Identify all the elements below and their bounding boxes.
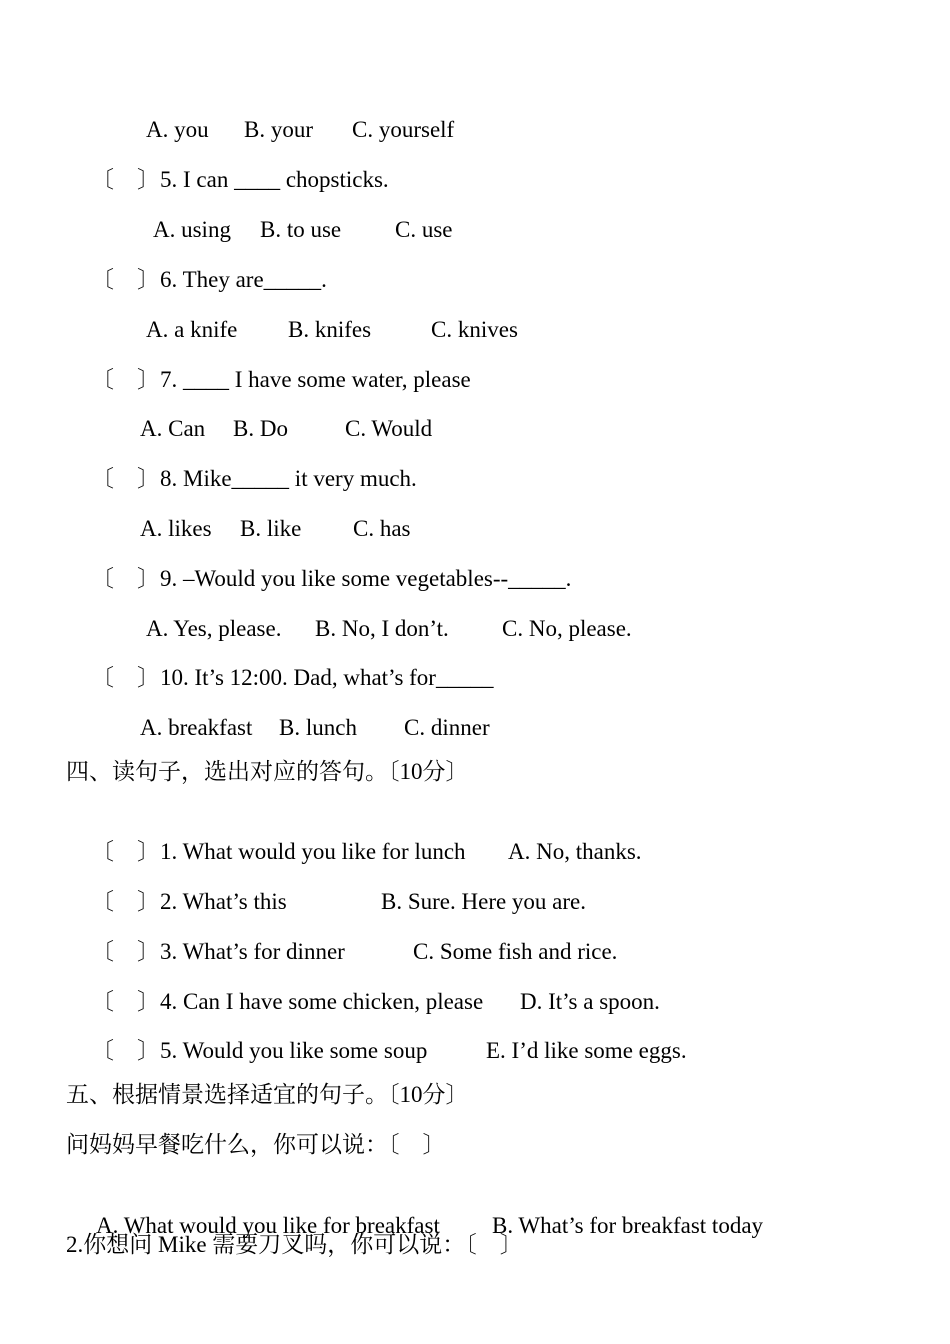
answer-bracket[interactable]: 〔 〕 bbox=[91, 466, 160, 491]
question-text: 10. It’s 12:00. Dad, what’s for_____ bbox=[160, 665, 494, 690]
answer-bracket[interactable]: 〔 〕 bbox=[91, 1038, 160, 1063]
matching-answer: A. No, thanks. bbox=[508, 839, 642, 864]
option-c: C. dinner bbox=[404, 715, 490, 740]
question-text: 9. –Would you like some vegetables--_____. bbox=[160, 566, 572, 591]
situation-question-2: 2.你想问 Mike 需要刀叉吗，你可以说：〔 〕 bbox=[66, 1232, 523, 1257]
question-text: 7. ____ I have some water, please bbox=[160, 367, 471, 392]
matching-answer: D. It’s a spoon. bbox=[520, 989, 660, 1014]
answer-bracket[interactable]: 〔 〕 bbox=[91, 167, 160, 192]
option-b: B. like bbox=[240, 516, 302, 541]
option-c: C. yourself bbox=[352, 117, 455, 142]
option-c: C. has bbox=[353, 516, 411, 541]
option-a: A. Yes, please. bbox=[146, 616, 282, 641]
option-a: A. a knife bbox=[146, 317, 238, 342]
option-b: B. Do bbox=[233, 416, 288, 441]
question-text: 5. I can ____ chopsticks. bbox=[160, 167, 389, 192]
answer-bracket[interactable]: 〔 〕 bbox=[91, 267, 160, 292]
matching-answer: E. I’d like some eggs. bbox=[486, 1038, 687, 1063]
matching-question: 4. Can I have some chicken, please bbox=[160, 989, 484, 1014]
section-5-heading: 五、根据情景选择适宜的句子。〔10分〕 bbox=[66, 1082, 469, 1107]
answer-bracket[interactable]: 〔 〕 bbox=[91, 367, 160, 392]
matching-question: 1. What would you like for lunch bbox=[160, 839, 466, 864]
answer-bracket[interactable]: 〔 〕 bbox=[91, 989, 160, 1014]
matching-question: 2. What’s this bbox=[160, 889, 287, 914]
option-c: C. Would bbox=[345, 416, 433, 441]
option-a: A. using bbox=[153, 217, 231, 242]
option-b: B. knifes bbox=[288, 317, 372, 342]
matching-answer: C. Some fish and rice. bbox=[413, 939, 618, 964]
answer-bracket[interactable]: 〔 〕 bbox=[91, 939, 160, 964]
option-c: C. No, please. bbox=[502, 616, 632, 641]
answer-bracket[interactable]: 〔 〕 bbox=[91, 665, 160, 690]
answer-bracket[interactable]: 〔 〕 bbox=[91, 839, 160, 864]
option-b: B. your bbox=[244, 117, 313, 142]
option-b: B. lunch bbox=[279, 715, 357, 740]
matching-question: 3. What’s for dinner bbox=[160, 939, 345, 964]
answer-bracket[interactable]: 〔 〕 bbox=[91, 889, 160, 914]
question-text: 8. Mike_____ it very much. bbox=[160, 466, 417, 491]
matching-answer: B. Sure. Here you are. bbox=[381, 889, 587, 914]
option-a: A. you bbox=[146, 117, 209, 142]
option-a: A. Can bbox=[140, 416, 206, 441]
option-c: C. use bbox=[395, 217, 453, 242]
matching-question: 5. Would you like some soup bbox=[160, 1038, 428, 1063]
answer-bracket[interactable]: 〔 〕 bbox=[91, 566, 160, 591]
option-b: B. to use bbox=[260, 217, 342, 242]
question-text: 6. They are_____. bbox=[160, 267, 327, 292]
section-4-heading: 四、读句子，选出对应的答句。〔10分〕 bbox=[66, 759, 469, 784]
option-a: A. likes bbox=[140, 516, 212, 541]
option-c: C. knives bbox=[431, 317, 518, 342]
option-a: A. breakfast bbox=[140, 715, 253, 740]
option-a: A. What would you like for breakfast bbox=[96, 1213, 440, 1238]
option-b: B. What’s for breakfast today bbox=[492, 1213, 764, 1238]
situation-question-1: 问妈妈早餐吃什么，你可以说：〔 〕 bbox=[66, 1132, 446, 1157]
option-b: B. No, I don’t. bbox=[315, 616, 449, 641]
